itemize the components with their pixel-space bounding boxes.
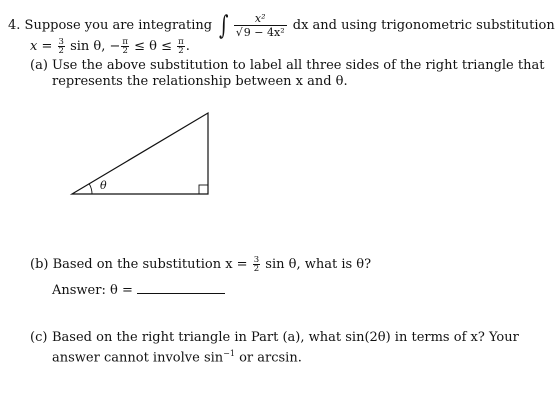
integrand-radicand: 9 − 4x²: [243, 26, 285, 39]
range-middle: ≤ θ ≤: [134, 39, 173, 54]
triangle-outline: [72, 113, 208, 194]
range-end: .: [185, 39, 190, 54]
inverse-superscript: −1: [223, 349, 235, 358]
part-c-label: (c): [30, 330, 48, 345]
part-b-question: [30, 256, 371, 273]
substitution-fraction-num: 3: [58, 37, 64, 47]
answer-blank[interactable]: [137, 281, 225, 294]
integrand-numerator: x²: [234, 12, 287, 26]
part-b-fraction: [253, 256, 260, 273]
substitution-rest: sin θ, −: [70, 39, 121, 54]
part-a-label: (a): [30, 58, 48, 73]
dx-text: dx and using trigonometric substitution: [292, 18, 555, 33]
range-fraction-1-num: π: [122, 37, 128, 47]
problem-intro: Suppose you are integrating: [24, 18, 213, 33]
integral-sign: ∫: [219, 10, 229, 41]
part-b-text-lead: Based on the substitution x =: [52, 257, 248, 272]
range-fraction-2-num: π: [178, 37, 184, 47]
answer-label: Answer: θ =: [52, 283, 133, 298]
substitution-lead: x =: [30, 39, 57, 54]
part-b-text-rest: sin θ, what is θ?: [265, 257, 372, 272]
right-angle-marker: [199, 185, 208, 194]
part-c-line-2-lead: answer cannot involve sin: [52, 350, 224, 366]
part-a-line-2: represents the relationship between x and θ.: [52, 74, 348, 89]
part-a-line-1: Use the above substitution to label all three sides of the right triangle that: [52, 58, 545, 73]
part-c-line-2-rest: or arcsin.: [234, 350, 302, 366]
part-b-fraction-den: 2: [253, 264, 260, 274]
part-b-fraction-num: 3: [253, 255, 260, 265]
part-b-label: (b): [30, 257, 49, 272]
problem-number: 4.: [8, 18, 21, 33]
part-b-answer: [52, 281, 225, 299]
angle-arc: [89, 184, 92, 194]
integrand-denominator: √9 − 4x²: [235, 26, 285, 39]
range-fraction-2-den: 2: [178, 46, 184, 56]
angle-theta-label: θ: [100, 179, 107, 192]
substitution-fraction-den: 2: [58, 46, 64, 56]
part-c-line-1: Based on the right triangle in Part (a), what sin(2θ) in terms of x? Your: [52, 330, 519, 345]
range-fraction-1-den: 2: [122, 46, 128, 56]
part-c-line-2: [52, 346, 302, 366]
